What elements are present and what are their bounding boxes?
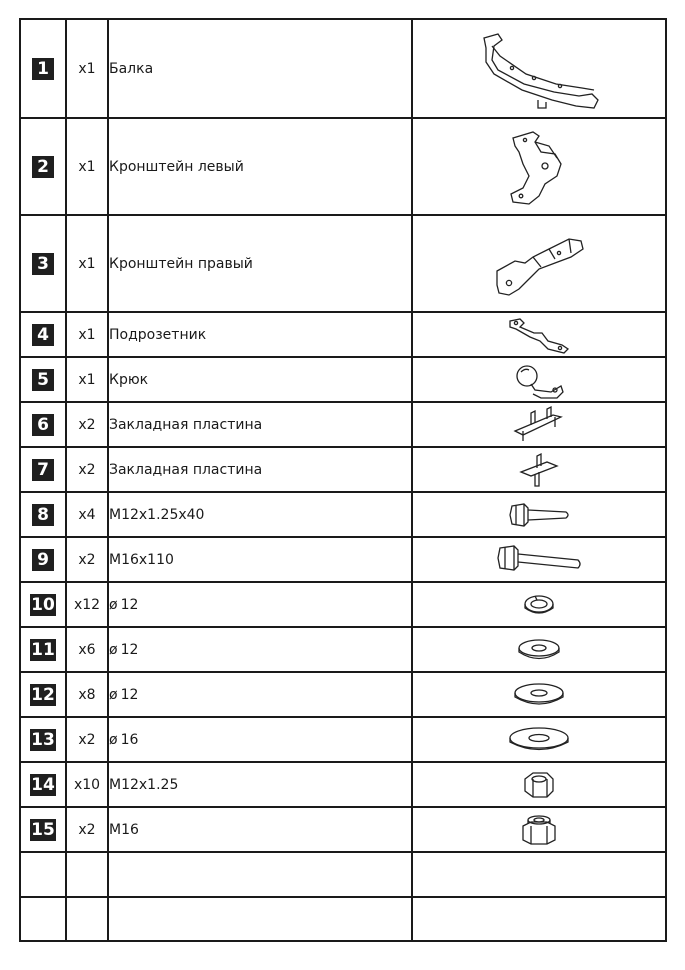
table-row — [20, 627, 666, 672]
embedded-plate-double-icon — [509, 405, 569, 445]
quantity-cell: x10 — [66, 762, 108, 807]
part-number-badge: 15 — [31, 819, 55, 840]
lock-nut-icon — [517, 812, 561, 848]
quantity-cell: x12 — [66, 582, 108, 627]
part-name-cell: M16x110 — [108, 537, 412, 582]
quantity-cell: x1 — [66, 312, 108, 357]
part-name-cell: Закладная пластина — [108, 402, 412, 447]
part-name-cell — [108, 717, 412, 762]
part-number-badge: 1 — [32, 58, 54, 80]
tow-bar-beam-icon — [464, 26, 614, 112]
quantity-cell: x2 — [66, 447, 108, 492]
part-number-badge: 7 — [32, 459, 54, 481]
part-name-cell — [108, 627, 412, 672]
table-row — [20, 357, 666, 402]
table-row — [20, 852, 666, 897]
diameter-value: 12 — [120, 641, 139, 658]
diameter-symbol: ø — [109, 641, 118, 658]
wide-washer-icon — [511, 679, 567, 711]
quantity-cell: x1 — [66, 357, 108, 402]
table-row — [20, 19, 666, 118]
hex-nut-icon — [519, 769, 559, 801]
part-number-badge: 2 — [32, 156, 54, 178]
left-bracket-icon — [499, 124, 579, 210]
part-name-cell: Подрозетник — [108, 312, 412, 357]
part-number-badge: 6 — [32, 414, 54, 436]
large-washer-icon — [506, 723, 572, 757]
quantity-cell: x2 — [66, 717, 108, 762]
part-number-badge: 10 — [31, 594, 55, 615]
table-row — [20, 582, 666, 627]
part-number-badge: 4 — [32, 324, 54, 346]
spring-washer-icon — [519, 590, 559, 620]
quantity-cell: x6 — [66, 627, 108, 672]
table-row — [20, 447, 666, 492]
part-name-cell: Кронштейн правый — [108, 215, 412, 312]
flat-washer-icon — [514, 635, 564, 665]
part-name-cell — [108, 672, 412, 717]
table-row — [20, 762, 666, 807]
diameter-value: 12 — [120, 686, 139, 703]
bolt-long-icon — [494, 544, 584, 576]
bolt-short-icon — [506, 500, 572, 530]
table-row — [20, 717, 666, 762]
part-number-badge: 9 — [32, 549, 54, 571]
quantity-cell: x1 — [66, 118, 108, 215]
table-row — [20, 672, 666, 717]
quantity-cell: x2 — [66, 402, 108, 447]
diameter-symbol: ø — [109, 686, 118, 703]
quantity-cell: x1 — [66, 19, 108, 118]
part-name-cell: M16 — [108, 807, 412, 852]
table-row — [20, 897, 666, 941]
part-number-badge: 5 — [32, 369, 54, 391]
parts-table — [19, 18, 667, 942]
table-row — [20, 807, 666, 852]
quantity-cell: x8 — [66, 672, 108, 717]
part-name-cell: Балка — [108, 19, 412, 118]
diameter-symbol: ø — [109, 731, 118, 748]
part-name-cell: M12x1.25 — [108, 762, 412, 807]
part-number-badge: 3 — [32, 253, 54, 275]
quantity-cell: x2 — [66, 537, 108, 582]
table-row — [20, 492, 666, 537]
diameter-value: 16 — [120, 731, 139, 748]
table-row — [20, 402, 666, 447]
socket-bracket-icon — [504, 315, 574, 355]
part-number-badge: 13 — [31, 729, 55, 750]
part-number-badge: 8 — [32, 504, 54, 526]
diameter-symbol: ø — [109, 596, 118, 613]
quantity-cell: x2 — [66, 807, 108, 852]
tow-ball-icon — [511, 360, 567, 400]
right-bracket-icon — [489, 227, 589, 301]
part-name-cell: M12x1.25x40 — [108, 492, 412, 537]
part-name-cell: Закладная пластина — [108, 447, 412, 492]
table-row — [20, 312, 666, 357]
table-row — [20, 537, 666, 582]
part-number-badge: 11 — [31, 639, 55, 660]
part-name-cell — [108, 582, 412, 627]
part-number-badge: 14 — [31, 774, 55, 795]
part-name-cell: Крюк — [108, 357, 412, 402]
table-row — [20, 215, 666, 312]
quantity-cell: x4 — [66, 492, 108, 537]
quantity-cell: x1 — [66, 215, 108, 312]
table-row — [20, 118, 666, 215]
part-name-cell: Кронштейн левый — [108, 118, 412, 215]
embedded-plate-single-icon — [517, 450, 561, 490]
part-number-badge: 12 — [31, 684, 55, 705]
diameter-value: 12 — [120, 596, 139, 613]
